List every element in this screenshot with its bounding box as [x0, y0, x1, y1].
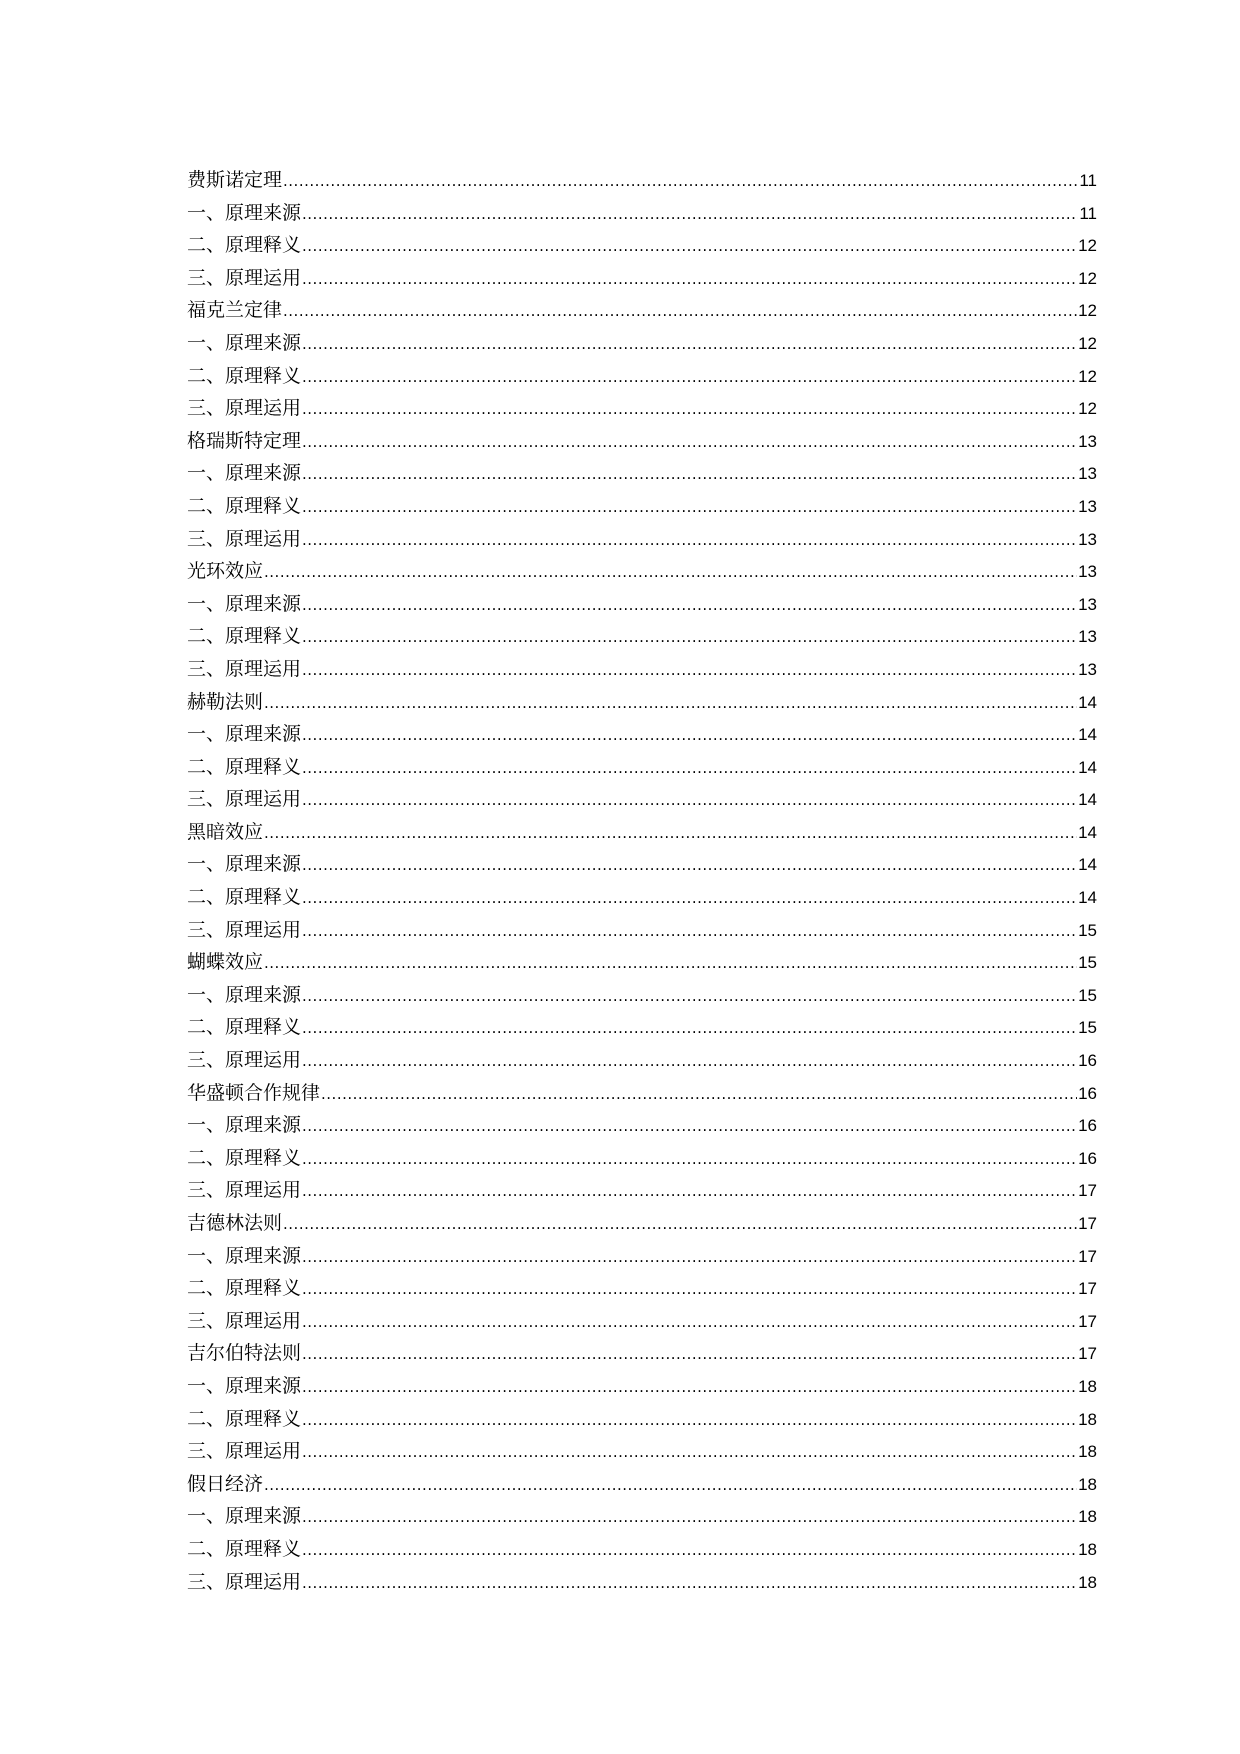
- toc-entry-page-number: 13: [1078, 562, 1097, 582]
- toc-entry[interactable]: [187, 620, 1097, 653]
- toc-entry-title: 格瑞斯特定理: [187, 429, 302, 452]
- toc-entry-page-number: 15: [1078, 920, 1097, 940]
- toc-entry[interactable]: [187, 555, 1097, 588]
- toc-entry[interactable]: [187, 360, 1097, 393]
- toc-entry[interactable]: [187, 392, 1097, 425]
- toc-entry-page-number: 13: [1078, 431, 1097, 451]
- toc-entry[interactable]: [187, 1337, 1097, 1370]
- toc-dot-leader: [302, 1175, 1077, 1208]
- toc-dot-leader: [302, 1012, 1077, 1045]
- toc-entry-page-number: 16: [1078, 1148, 1097, 1168]
- toc-entry-page-number: 18: [1078, 1442, 1097, 1462]
- toc-dot-leader: [302, 621, 1077, 654]
- toc-entry-title: 一、原理来源: [187, 853, 302, 876]
- toc-entry-title: 假日经济: [187, 1472, 264, 1495]
- toc-entry[interactable]: [187, 164, 1097, 197]
- toc-entry-title: 吉尔伯特法则: [187, 1342, 302, 1365]
- toc-entry-title: 二、原理释义: [187, 755, 302, 778]
- toc-entry[interactable]: [187, 588, 1097, 621]
- toc-entry-page-number: 15: [1078, 953, 1097, 973]
- toc-entry-page-number: 12: [1078, 268, 1097, 288]
- toc-dot-leader: [302, 654, 1077, 687]
- toc-entry-page-number: 12: [1078, 333, 1097, 353]
- toc-entry-page-number: 14: [1078, 888, 1097, 908]
- toc-entry[interactable]: [187, 294, 1097, 327]
- toc-entry-title: 一、原理来源: [187, 983, 302, 1006]
- toc-entry[interactable]: [187, 914, 1097, 947]
- toc-entry[interactable]: [187, 848, 1097, 881]
- toc-entry-page-number: 13: [1078, 496, 1097, 516]
- toc-entry-title: 华盛顿合作规律: [187, 1081, 321, 1104]
- toc-entry-title: 三、原理运用: [187, 1049, 302, 1072]
- toc-dot-leader: [302, 230, 1077, 263]
- toc-entry-page-number: 13: [1078, 659, 1097, 679]
- toc-entry-title: 一、原理来源: [187, 723, 302, 746]
- toc-entry-page-number: 18: [1078, 1507, 1097, 1527]
- toc-entry-page-number: 17: [1078, 1279, 1097, 1299]
- toc-entry[interactable]: [187, 946, 1097, 979]
- toc-entry-page-number: 17: [1078, 1246, 1097, 1266]
- toc-entry-title: 吉德林法则: [187, 1212, 283, 1234]
- toc-dot-leader: [302, 491, 1077, 524]
- toc-entry-title: 三、原理运用: [187, 918, 302, 941]
- toc-dot-leader: [302, 458, 1077, 491]
- toc-dot-leader: [302, 752, 1077, 785]
- toc-entry-title: 二、原理释义: [187, 886, 302, 909]
- toc-entry[interactable]: [187, 457, 1097, 490]
- toc-entry-page-number: 18: [1078, 1376, 1097, 1396]
- toc-dot-leader: [302, 1436, 1077, 1469]
- toc-entry-page-number: 14: [1078, 757, 1097, 777]
- toc-dot-leader: [302, 849, 1077, 882]
- toc-entry-page-number: 11: [1079, 203, 1097, 223]
- toc-entry-title: 赫勒法则: [187, 690, 264, 713]
- toc-entry-title: 二、原理释义: [187, 1277, 302, 1300]
- toc-entry-title: 三、原理运用: [187, 1309, 302, 1332]
- toc-entry-page-number: 14: [1078, 822, 1097, 842]
- toc-entry-page-number: 14: [1078, 790, 1097, 810]
- toc-dot-leader: [302, 980, 1077, 1013]
- toc-dot-leader: [302, 1501, 1077, 1534]
- toc-entry[interactable]: [187, 229, 1097, 262]
- toc-dot-leader: [302, 1110, 1077, 1143]
- toc-dot-leader: [302, 393, 1077, 426]
- toc-entry-title: 二、原理释义: [187, 494, 302, 517]
- toc-entry-page-number: 18: [1078, 1572, 1097, 1592]
- toc-entry[interactable]: [187, 1174, 1097, 1207]
- toc-entry-page-number: 14: [1078, 692, 1097, 712]
- toc-dot-leader: [302, 1534, 1077, 1567]
- toc-entry-title: 光环效应: [187, 560, 264, 583]
- toc-entry[interactable]: [187, 327, 1097, 360]
- toc-entry-page-number: 12: [1078, 301, 1097, 321]
- toc-entry-title: 二、原理释义: [187, 1407, 302, 1430]
- toc-entry[interactable]: [187, 653, 1097, 686]
- toc-entry-page-number: 16: [1078, 1051, 1097, 1071]
- toc-entry[interactable]: [187, 1468, 1097, 1501]
- toc-entry[interactable]: [187, 1044, 1097, 1077]
- toc-dot-leader: [302, 524, 1077, 557]
- toc-entry-page-number: 14: [1078, 725, 1097, 745]
- toc-entry-title: 三、原理运用: [187, 1570, 302, 1593]
- toc-entry-title: 一、原理来源: [187, 1374, 302, 1397]
- toc-dot-leader: [302, 1143, 1077, 1176]
- toc-dot-leader: [264, 556, 1077, 589]
- toc-entry-page-number: 12: [1078, 399, 1097, 419]
- toc-entry-title: 三、原理运用: [187, 657, 302, 680]
- toc-entry-title: 二、原理释义: [187, 1537, 302, 1560]
- toc-dot-leader: [302, 1241, 1077, 1274]
- toc-dot-leader: [302, 1045, 1077, 1078]
- toc-entry[interactable]: [187, 979, 1097, 1012]
- toc-dot-leader: [302, 1404, 1077, 1437]
- toc-entry[interactable]: [187, 1207, 1097, 1240]
- toc-dot-leader: [302, 198, 1078, 231]
- toc-dot-leader: [302, 1306, 1077, 1339]
- toc-entry[interactable]: [187, 1403, 1097, 1436]
- toc-dot-leader: [302, 1273, 1077, 1306]
- table-of-contents: [187, 164, 1097, 1598]
- toc-entry-title: 三、原理运用: [187, 1440, 302, 1463]
- toc-entry[interactable]: [187, 1566, 1097, 1599]
- toc-entry[interactable]: [187, 816, 1097, 849]
- toc-dot-leader: [283, 295, 1077, 328]
- toc-entry-title: 三、原理运用: [187, 397, 302, 420]
- toc-entry-page-number: 12: [1078, 236, 1097, 256]
- toc-entry-title: 一、原理来源: [187, 592, 302, 615]
- toc-dot-leader: [283, 1208, 1077, 1241]
- toc-dot-leader: [302, 1567, 1077, 1600]
- toc-entry-title: 三、原理运用: [187, 788, 302, 811]
- toc-entry-title: 二、原理释义: [187, 1146, 302, 1169]
- toc-entry-title: 费斯诺定理: [187, 169, 283, 191]
- toc-entry-page-number: 17: [1078, 1214, 1097, 1233]
- toc-entry[interactable]: [187, 1435, 1097, 1468]
- toc-entry-title: 福克兰定律: [187, 299, 283, 322]
- toc-entry[interactable]: [187, 783, 1097, 816]
- toc-entry[interactable]: [187, 1305, 1097, 1338]
- toc-entry[interactable]: [187, 881, 1097, 914]
- toc-entry[interactable]: [187, 1077, 1097, 1110]
- toc-entry[interactable]: [187, 1240, 1097, 1273]
- toc-entry-title: 黑暗效应: [187, 820, 264, 843]
- toc-entry[interactable]: [187, 1500, 1097, 1533]
- toc-entry[interactable]: [187, 425, 1097, 458]
- toc-entry-title: 一、原理来源: [187, 1114, 302, 1137]
- toc-entry[interactable]: [187, 197, 1097, 230]
- toc-dot-leader: [283, 165, 1078, 198]
- toc-entry-page-number: 14: [1078, 855, 1097, 875]
- toc-entry-page-number: 15: [1078, 985, 1097, 1005]
- toc-entry-title: 三、原理运用: [187, 527, 302, 550]
- toc-entry-page-number: 13: [1078, 627, 1097, 647]
- toc-entry-title: 一、原理来源: [187, 462, 302, 485]
- toc-dot-leader: [264, 817, 1077, 850]
- toc-entry[interactable]: [187, 718, 1097, 751]
- toc-entry[interactable]: [187, 490, 1097, 523]
- toc-entry-page-number: 13: [1078, 529, 1097, 549]
- toc-entry-page-number: 18: [1078, 1474, 1097, 1494]
- toc-dot-leader: [264, 947, 1077, 980]
- toc-entry[interactable]: [187, 1142, 1097, 1175]
- toc-entry-title: 一、原理来源: [187, 201, 302, 224]
- toc-entry-page-number: 17: [1078, 1181, 1097, 1201]
- toc-dot-leader: [302, 882, 1077, 915]
- toc-entry[interactable]: [187, 1533, 1097, 1566]
- toc-entry[interactable]: [187, 1272, 1097, 1305]
- toc-entry[interactable]: [187, 262, 1097, 295]
- toc-entry-title: 一、原理来源: [187, 331, 302, 354]
- toc-entry[interactable]: [187, 1370, 1097, 1403]
- toc-entry-title: 二、原理释义: [187, 625, 302, 648]
- toc-entry[interactable]: [187, 1109, 1097, 1142]
- toc-entry-page-number: 11: [1079, 171, 1097, 190]
- toc-dot-leader: [302, 1371, 1077, 1404]
- toc-entry[interactable]: [187, 523, 1097, 556]
- toc-entry-title: 二、原理释义: [187, 234, 302, 257]
- toc-entry-page-number: 17: [1078, 1344, 1097, 1364]
- toc-entry-title: 蝴蝶效应: [187, 951, 264, 974]
- toc-dot-leader: [321, 1078, 1077, 1111]
- toc-entry[interactable]: [187, 1011, 1097, 1044]
- toc-entry-page-number: 13: [1078, 464, 1097, 484]
- toc-dot-leader: [302, 263, 1077, 296]
- toc-entry-page-number: 12: [1078, 366, 1097, 386]
- toc-entry-page-number: 16: [1078, 1083, 1097, 1103]
- toc-entry-title: 二、原理释义: [187, 1016, 302, 1039]
- toc-entry-page-number: 18: [1078, 1409, 1097, 1429]
- toc-entry-title: 一、原理来源: [187, 1505, 302, 1528]
- toc-dot-leader: [302, 426, 1077, 459]
- toc-dot-leader: [302, 719, 1077, 752]
- toc-entry-page-number: 17: [1078, 1311, 1097, 1331]
- toc-entry-title: 二、原理释义: [187, 364, 302, 387]
- toc-dot-leader: [302, 1338, 1077, 1371]
- toc-dot-leader: [302, 915, 1077, 948]
- toc-entry-page-number: 16: [1078, 1116, 1097, 1136]
- toc-dot-leader: [264, 687, 1077, 720]
- toc-dot-leader: [302, 328, 1077, 361]
- toc-dot-leader: [302, 784, 1077, 817]
- toc-dot-leader: [302, 361, 1077, 394]
- toc-entry-title: 三、原理运用: [187, 1179, 302, 1202]
- toc-entry[interactable]: [187, 686, 1097, 719]
- toc-entry-page-number: 15: [1078, 1018, 1097, 1038]
- toc-entry-page-number: 18: [1078, 1539, 1097, 1559]
- toc-entry-title: 三、原理运用: [187, 266, 302, 289]
- toc-dot-leader: [264, 1469, 1077, 1502]
- toc-dot-leader: [302, 589, 1077, 622]
- toc-entry[interactable]: [187, 751, 1097, 784]
- toc-entry-title: 一、原理来源: [187, 1244, 302, 1267]
- toc-entry-page-number: 13: [1078, 594, 1097, 614]
